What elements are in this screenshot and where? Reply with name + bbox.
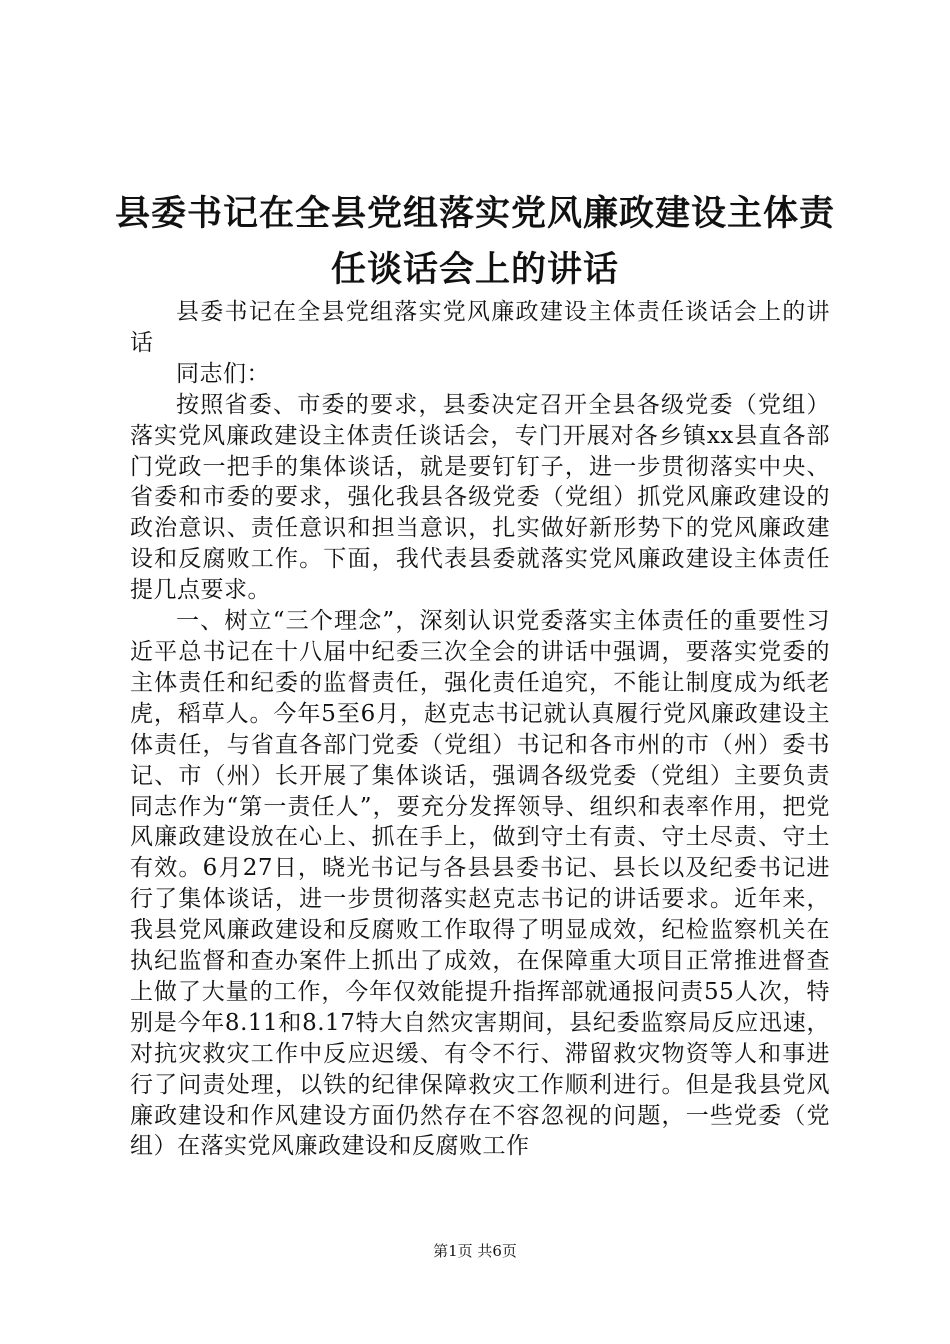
page-number-footer: 第1页 共6页: [433, 1242, 517, 1260]
paragraph-section-one: 一、树立“三个理念”，深刻认识党委落实主体责任的重要性习近平总书记在十八届中纪委三次全会的讲话中强调，要落实党委的主体责任和纪委的监督责任，强化责任追究，不能让制度成为纸老虎，稻草人。今年5至6月，赵克志书记就认真履行党风廉政建设主体责任，与省直各部门党委（党组）书记和各市州的市（州）委书记、市（州）长开展了集体谈话，强调各级党委（党组）主要负责同志作为“第一责任人”，要充分发挥领导、组织和表率作用，把党风廉政建设放在心上、抓在手上，做到守土有责、守土尽责、守土有效。6月27日，晓光书记与各县县委书记、县长以及纪委书记进行了集体谈话，进一步贯彻落实赵克志书记的讲话要求。近年来，我县党风廉政建设和反腐败工作取得了明显成效，纪检监察机关在执纪监督和查办案件上抓出了成效，在保障重大项目正常推进督查上做了大量的工作，今年仅效能提升指挥部就通报问责55人次，特别是今年8.11和8.17特大自然灾害期间，县纪委监察局反应迅速，对抗灾救灾工作中反应迟缓、有令不行、滞留救灾物资等人和事进行了问责处理，以铁的纪律保障救灾工作顺利进行。但是我县党风廉政建设和作风建设方面仍然存在不容忽视的问题，一些党委（党组）在落实党风廉政建设和反腐败工作: [130, 608, 830, 1160]
document-title: 县委书记在全县党组落实党风廉政建设主体责任谈话会上的讲话: [114, 194, 835, 290]
document-body: [130, 297, 830, 1162]
paragraph-repeated-title: 县委书记在全县党组落实党风廉政建设主体责任谈话会上的讲话: [130, 299, 830, 356]
paragraph-introduction: 按照省委、市委的要求，县委决定召开全县各级党委（党组）落实党风廉政建设主体责任谈话会，专门开展对各乡镇xx县直各部门党政一把手的集体谈话，就是要钉钉子，进一步贯彻落实中央、省委和市委的要求，强化我县各级党委（党组）抓党风廉政建设的政治意识、责任意识和担当意识，扎实做好新形势下的党风廉政建设和反腐败工作。下面，我代表县委就落实党风廉政建设主体责任提几点要求。: [130, 391, 830, 604]
paragraph-salutation: 同志们：: [176, 360, 270, 387]
